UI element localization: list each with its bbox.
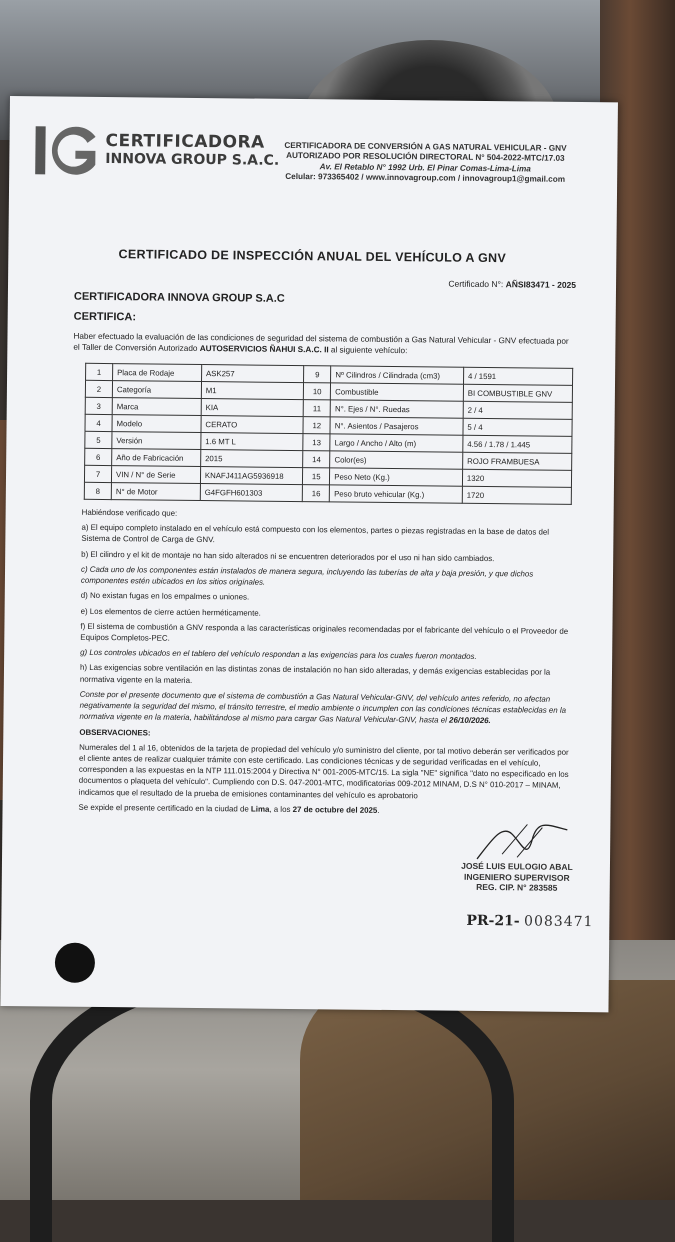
table-cell-l2: Color(es) <box>330 451 463 469</box>
intro-end: al siguiente vehículo: <box>330 345 408 356</box>
header-line2: AUTORIZADO POR RESOLUCIÓN DIRECTORAL N° 504-2022-MTC/17.03 <box>286 151 565 164</box>
table-cell-v2: BI COMBUSTIBLE GNV <box>463 384 572 402</box>
observations-title: OBSERVACIONES: <box>79 727 151 738</box>
table-cell-n1: 7 <box>84 465 111 482</box>
check-item: g) Los controles ubicados en el tablero del vehículo respondan a las exigencias para los cuales fueron montados. <box>80 647 477 662</box>
table-cell-n1: 8 <box>84 482 111 499</box>
certificate-number-label: Certificado N°: <box>448 278 504 290</box>
table-cell-l1: Modelo <box>112 415 201 433</box>
table-cell-n2: 14 <box>303 451 330 468</box>
table-cell-v1: 1.6 MT L <box>201 433 304 451</box>
table-cell-n1: 4 <box>85 414 112 431</box>
table-cell-v2: 5 / 4 <box>463 418 572 436</box>
logo-line2: INNOVA GROUP S.A.C. <box>105 151 280 169</box>
serial-prefix: PR-21- <box>466 912 520 930</box>
table-cell-v1: G4FGFH601303 <box>200 484 303 502</box>
vehicle-data-table <box>84 363 573 505</box>
table-cell-n2: 15 <box>303 468 330 485</box>
table-cell-n2: 11 <box>303 400 330 417</box>
table-cell-l1: VIN / N° de Serie <box>111 466 200 484</box>
table-cell-n1: 3 <box>85 397 112 414</box>
table-cell-v2: 2 / 4 <box>463 401 572 419</box>
signer-name: JOSÉ LUIS EULOGIO ABAL <box>461 860 573 872</box>
table-cell-l2: N°. Asientos / Pasajeros <box>330 417 463 435</box>
punch-hole <box>55 943 95 983</box>
checks-list <box>80 522 578 690</box>
workshop-name: AUTOSERVICIOS ÑAHUI S.A.C. II <box>199 344 329 355</box>
serial-number <box>466 913 593 930</box>
issued-line <box>78 802 574 818</box>
serial-value: 0083471 <box>524 913 594 931</box>
table-cell-l2: Peso bruto vehicular (Kg.) <box>330 485 463 503</box>
table-cell-n2: 9 <box>304 366 331 383</box>
logo-line1: CERTIFICADORA <box>105 131 265 153</box>
check-item: d) No existan fugas en los empalmes o uniones. <box>80 591 250 602</box>
check-item: b) El cilindro y el kit de montaje no han sido alterados ni se encuentren deteriorados por el uso ni han sido cambiados. <box>81 549 495 563</box>
table-cell-v2: 1720 <box>462 486 571 504</box>
issued-date: 27 de octubre del 2025 <box>292 804 378 815</box>
table-cell-l1: Año de Fabricación <box>112 449 201 467</box>
observations-text: Numerales del 1 al 16, obtenidos de la tarjeta de propiedad del vehículo y/o suministro del cliente, por tal motivo deberán ser verificados por el cliente antes de realizar cualquier trámite con este certificado. Las condiciones técnicas y de seguridad verificadas en el vehículo, corresponden a las expuestas en la NTP 111.015:2004 y Directiva N° 001-2005-MTC/15. La sigla "NE" significa "dato no especificado en los documentos o plaqueta del vehículo". Cumpliendo con D.S. 047-2001-MTC, modificatorias 009-2012 MINAM, D.S N° 010-2017 – MINAM, indicamos que el resultado de la prueba de emisiones contaminantes del vehículo es aprobatorio <box>78 742 569 800</box>
issued-prefix: Se expide el presente certificado en la ciudad de <box>78 802 249 814</box>
conclusion-text: Conste por el presente documento que el sistema de combustión a Gas Natural Vehicular-GNV, del vehículo antes referido, no afectan negativamente la seguridad del mismo, el tránsito terrestre, el medio ambiente o incumplen con las condiciones técnicas establecidas en la normativa vigente en la materia, habilitándose al mismo para cargar Gas Natural Vehicular-GNV, hasta el <box>79 689 567 725</box>
header-line1: CERTIFICADORA DE CONVERSIÓN A GAS NATURAL VEHICULAR - GNV <box>284 140 567 153</box>
table-cell-n2: 13 <box>303 434 330 451</box>
check-item: a) El equipo completo instalado en el vehículo está compuesto con los elementos, partes o piezas registradas en la base de datos del Sistema de Control de Carga de GNV. <box>81 522 550 545</box>
certificate-document <box>0 96 617 1012</box>
table-cell-l2: N°. Ejes / N°. Ruedas <box>330 400 463 418</box>
document-title: CERTIFICADO DE INSPECCIÓN ANUAL DEL VEHÍCULO A GNV <box>118 247 507 266</box>
valid-until-date: 26/10/2026. <box>449 715 491 726</box>
table-cell-l2: Largo / Ancho / Alto (m) <box>330 434 463 452</box>
table-cell-v1: KIA <box>201 399 304 417</box>
intro-paragraph <box>73 331 573 358</box>
table-cell-v1: M1 <box>201 382 304 400</box>
certifica-heading: CERTIFICA: <box>73 310 137 324</box>
signer-block <box>432 860 602 894</box>
check-item: f) El sistema de combustión a GNV responda a las características originales recomendadas por el fabricante del vehículo o el Proveedor de Equipos Completos-PEC. <box>80 621 569 643</box>
verification-section <box>78 507 577 822</box>
table-cell-l2: Peso Neto (Kg.) <box>330 468 463 486</box>
check-item: c) Cada uno de los componentes están instalados de manera segura, incluyendo las tuberías de alta y baja presión, y que dichos componentes estén ubicados en los sitios originales. <box>80 564 534 587</box>
issued-mid: , a los <box>269 804 291 814</box>
table-cell-v2: 4 / 1591 <box>463 367 572 385</box>
check-item: e) Los elementos de cierre actúen herméticamente. <box>80 606 261 618</box>
certificate-number-value: AÑSI83471 - 2025 <box>505 279 577 290</box>
table-cell-n2: 10 <box>304 383 331 400</box>
table-cell-n1: 5 <box>85 431 112 448</box>
table-cell-l1: Categoría <box>112 381 201 399</box>
certificate-number <box>448 279 576 290</box>
table-cell-n2: 16 <box>303 485 330 502</box>
table-cell-v2: ROJO FRAMBUESA <box>463 452 572 470</box>
header-contact: Celular: 973365402 / www.innovagroup.com / innovagroup1@gmail.com <box>285 171 566 184</box>
table-cell-v2: 4.56 / 1.78 / 1.445 <box>463 435 572 453</box>
header-address: Av. El Retablo N° 1992 Urb. El Pinar Comas-Lima-Lima <box>319 161 531 173</box>
issued-city: Lima <box>250 804 270 814</box>
signature-icon <box>472 819 572 865</box>
table-cell-n1: 6 <box>85 448 112 465</box>
table-cell-v1: 2015 <box>201 450 304 468</box>
table-cell-l2: Nº Cilindros / Cilindrada (cm3) <box>331 366 464 384</box>
table-cell-v1: KNAFJ411AG5936918 <box>200 467 303 485</box>
issued-suffix: . <box>377 805 380 815</box>
signer-role: INGENIERO SUPERVISOR <box>463 871 570 883</box>
signer-registration: REG. CIP. N° 283585 <box>476 882 558 894</box>
table-cell-v2: 1320 <box>462 469 571 487</box>
conclusion-paragraph <box>79 689 575 728</box>
table-cell-l2: Combustible <box>331 383 464 401</box>
header-info <box>275 141 575 185</box>
table-cell-n2: 12 <box>303 417 330 434</box>
logo-wordmark <box>105 131 279 169</box>
innova-logo-icon <box>33 122 104 179</box>
table-cell-v1: CERATO <box>201 416 304 434</box>
company-name: CERTIFICADORA INNOVA GROUP S.A.C <box>73 290 285 305</box>
intro-text: Haber efectuado la evaluación de las condiciones de seguridad del sistema de combustión a Gas Natural Vehicular - GNV efectuada por el Taller de Conversión Autorizado <box>73 331 569 354</box>
check-item: h) Las exigencias sobre ventilación en las distintas zonas de instalación no han sido alteradas, y demás exigencias establecidas por la normativa vigente en la materia. <box>79 663 551 685</box>
table-cell-l1: Versión <box>112 432 201 450</box>
table-cell-l1: N° de Motor <box>111 483 200 501</box>
table-cell-l1: Placa de Rodaje <box>113 364 202 382</box>
table-cell-n1: 2 <box>85 380 112 397</box>
table-cell-v1: ASK257 <box>201 365 304 383</box>
table-cell-n1: 1 <box>86 363 113 380</box>
table-cell-l1: Marca <box>112 398 201 416</box>
verified-intro: Habiéndose verificado que: <box>81 507 178 518</box>
